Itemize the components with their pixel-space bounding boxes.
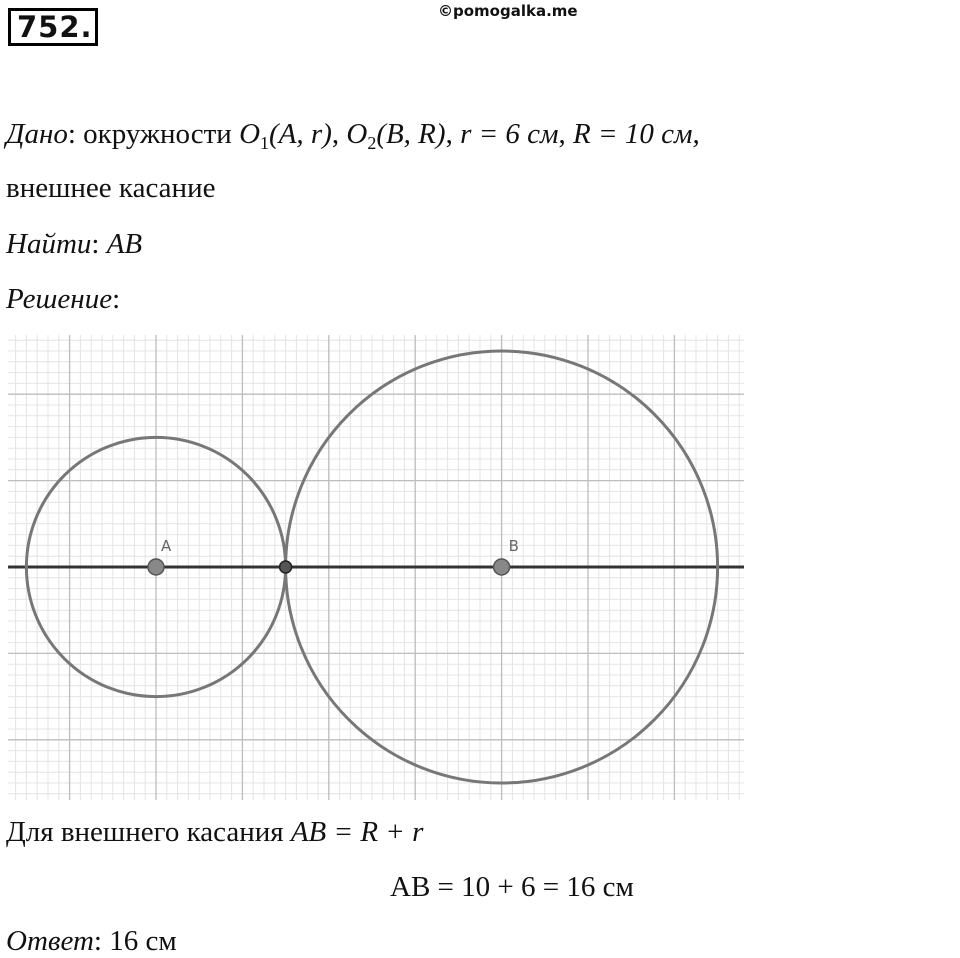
find-line: Найти: AB: [6, 228, 143, 260]
find-value: AB: [106, 228, 143, 260]
calculation-line: AB = 10 + 6 = 16 см: [390, 871, 634, 903]
point-a: [148, 559, 164, 575]
small-radius: r = 6 см: [460, 118, 559, 150]
tangent-point: [280, 561, 292, 573]
circle1-notation: $O_1(A$, r): [239, 118, 332, 153]
circle2-notation: $O_2(B$, R): [346, 118, 446, 153]
explanation-line: [6, 816, 423, 849]
watermark: ©pomogalka.me: [438, 2, 578, 20]
answer-line: Ответ: 16 см: [6, 925, 177, 957]
formula: AB = R + r: [290, 816, 424, 848]
explanation-text: Для внешнего касания: [6, 816, 284, 848]
point-a-label: A: [161, 537, 172, 555]
point-b: [494, 559, 510, 575]
answer-label: Ответ: [6, 925, 94, 957]
solution-line: Решение:: [6, 283, 121, 315]
given-line: Дано: окружности $O_1(A$, r), $O_2(B$, R), r = 6 см, R = 10 см,: [6, 118, 700, 153]
given-condition: внешнее касание: [6, 172, 216, 204]
answer-value: 16 см: [109, 925, 177, 957]
tangent-circles-figure: [8, 335, 744, 800]
solution-label: Решение: [6, 283, 113, 315]
large-radius: R = 10 см,: [573, 118, 700, 150]
find-label: Найти: [6, 228, 92, 260]
given-text: окружности: [83, 118, 232, 150]
given-label: Дано: [6, 118, 68, 150]
problem-number: 752.: [8, 8, 98, 46]
point-b-label: B: [508, 537, 519, 555]
